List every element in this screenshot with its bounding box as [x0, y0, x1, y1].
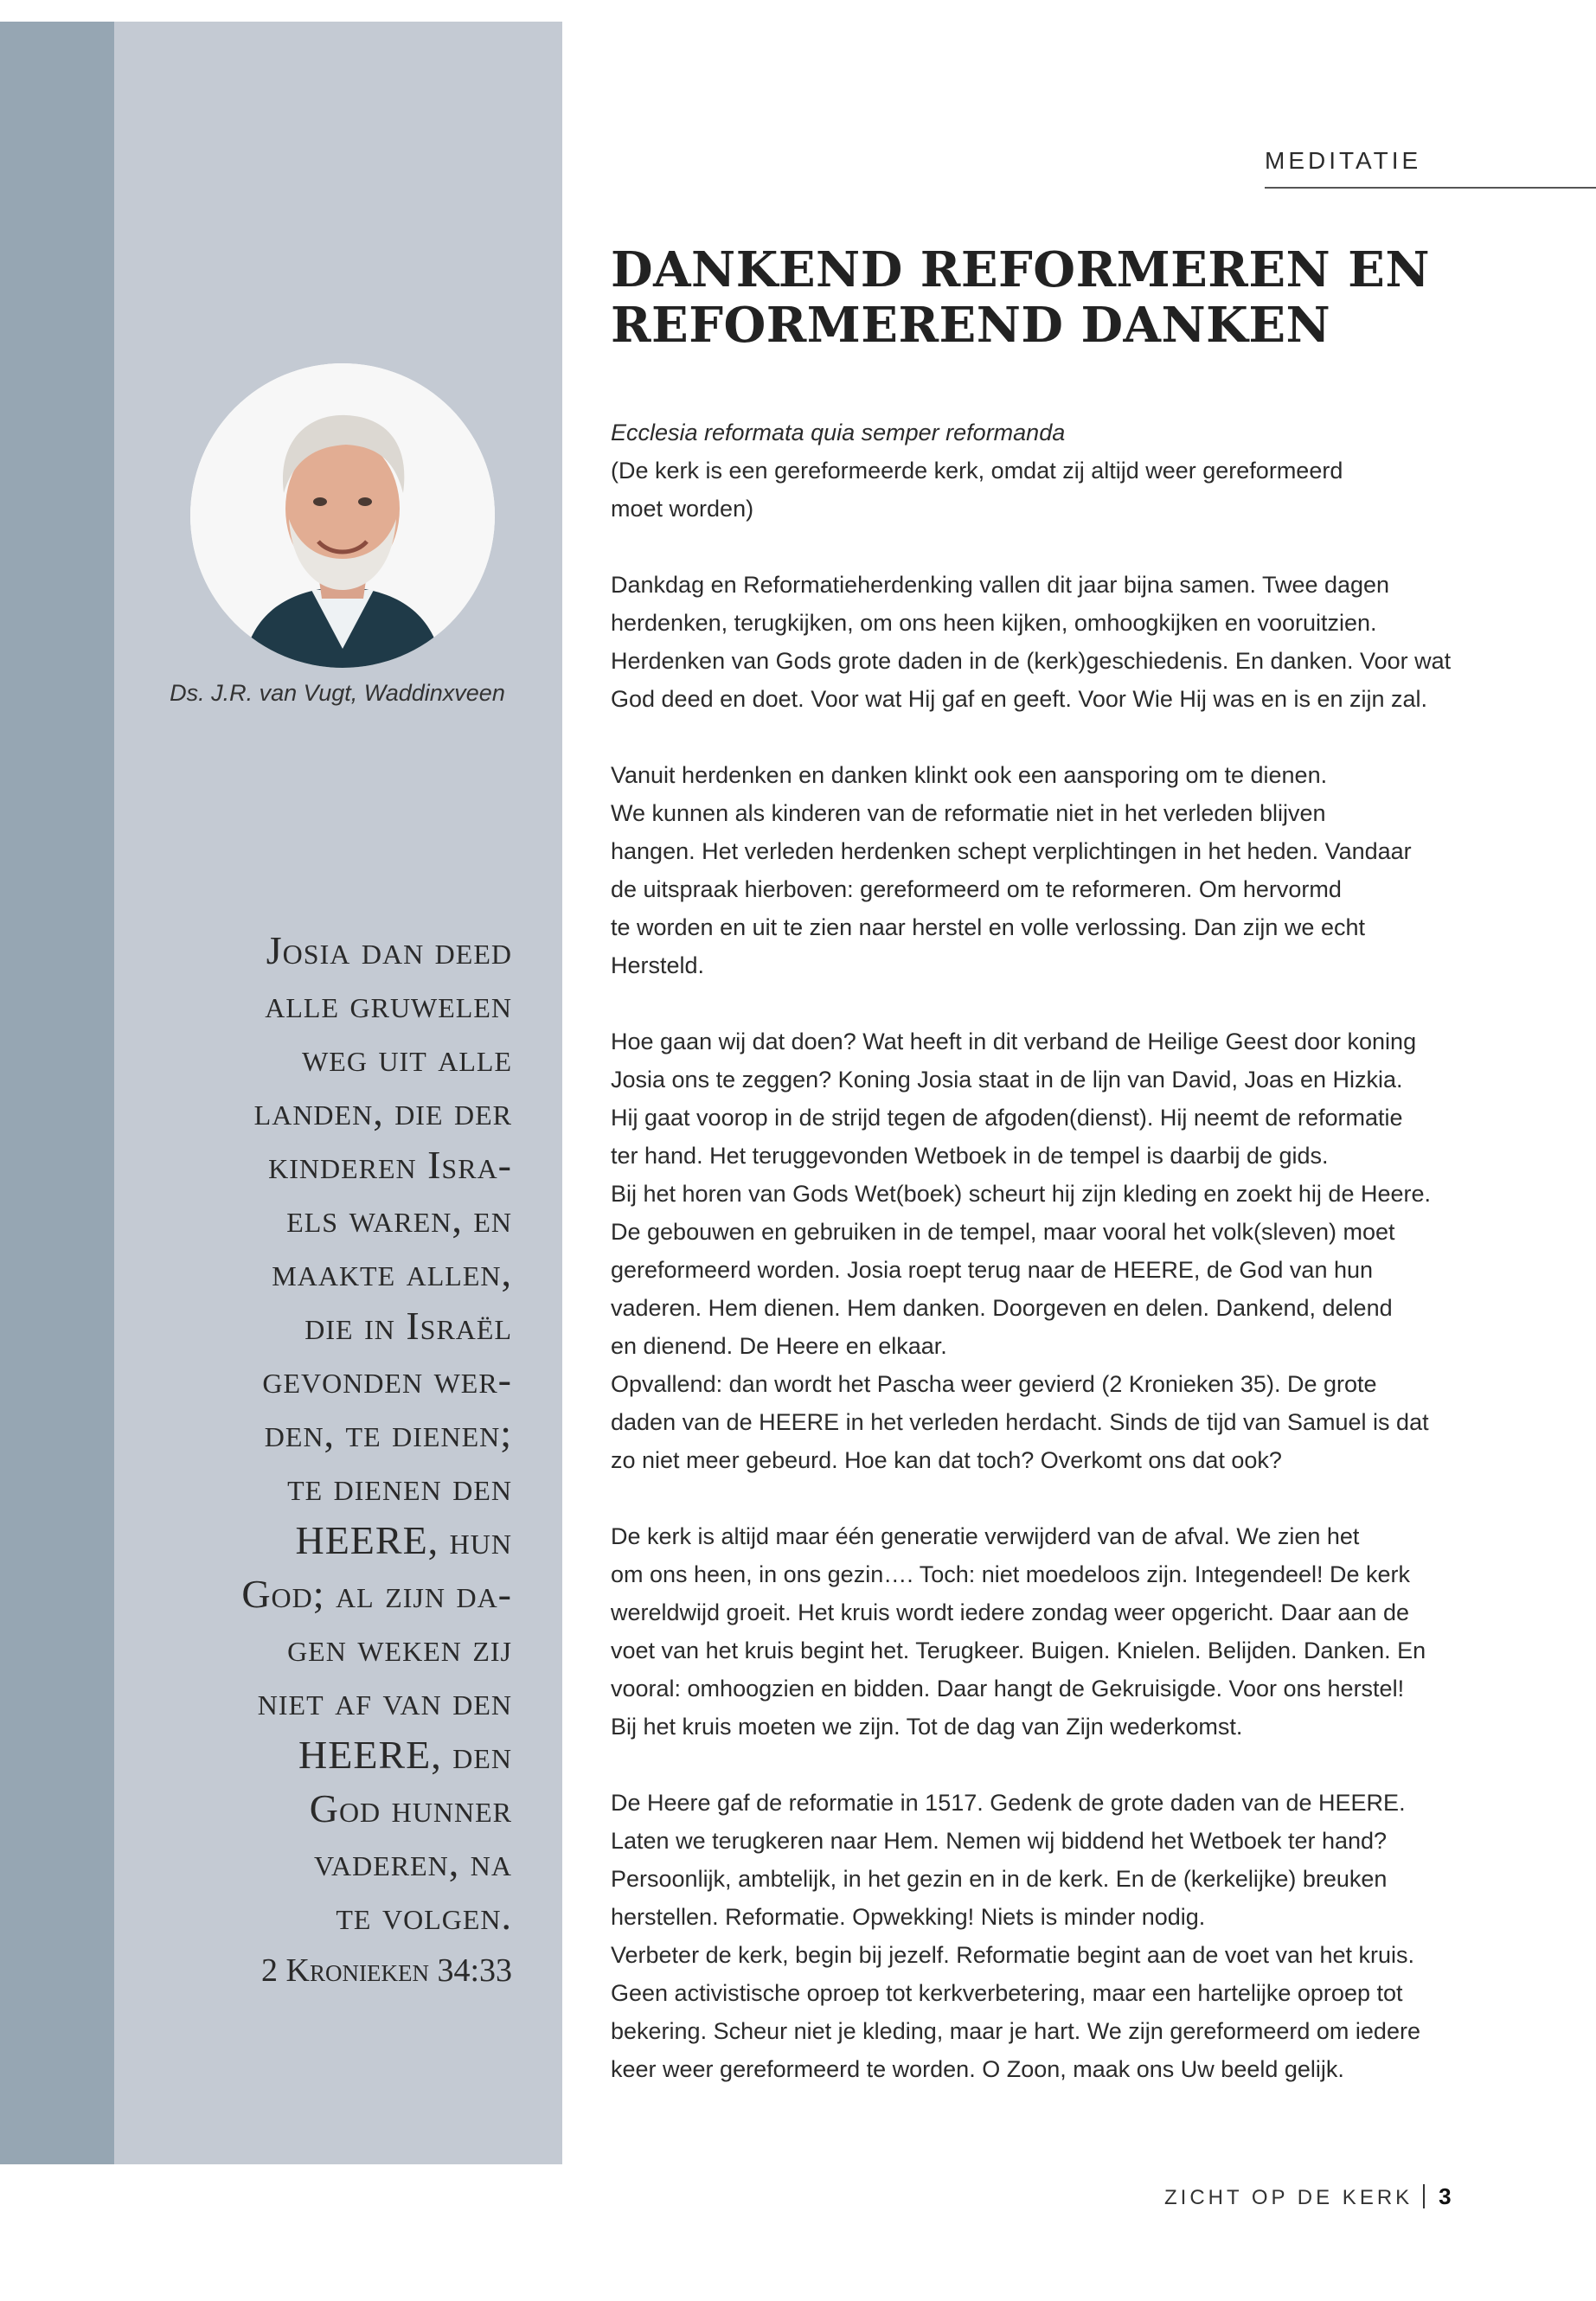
- quote-line: God hunner: [309, 1786, 512, 1830]
- body-line: Persoonlijk, ambtelijk, in het gezin en in de kerk. En de (kerkelijke) breuken: [611, 1866, 1388, 1892]
- paragraph: [611, 413, 1519, 528]
- quote-line: Josia dan deed: [266, 928, 512, 972]
- body-line: Vanuit herdenken en danken klinkt ook een aansporing om te dienen.: [611, 762, 1328, 788]
- body-line: Josia ons te zeggen? Koning Josia staat in de lijn van David, Joas en Hizkia.: [611, 1067, 1403, 1093]
- quote-line: HEERE, hun: [295, 1518, 512, 1562]
- quote-line: gevonden wer-: [262, 1357, 512, 1401]
- body-line: daden van de HEERE in het verleden herdacht. Sinds de tijd van Samuel is dat: [611, 1409, 1429, 1435]
- quote-line: HEERE, den: [298, 1733, 512, 1777]
- body-line: keer weer gereformeerd te worden. O Zoon, maak ons Uw beeld gelijk.: [611, 2056, 1344, 2082]
- quote-line: kinderen Isra-: [268, 1143, 512, 1187]
- body-line: vooral: omhoogzien en bidden. Daar hangt de Gekruisigde. Voor ons herstel!: [611, 1676, 1405, 1702]
- body-line: ter hand. Het teruggevonden Wetboek in de tempel is daarbij de gids.: [611, 1143, 1329, 1169]
- page-footer: [1164, 2183, 1452, 2210]
- body-line: Geen activistische oproep tot kerkverbetering, maar een hartelijke oproep tot: [611, 1980, 1403, 2006]
- body-line: om ons heen, in ons gezin…. Toch: niet moedeloos zijn. Integendeel! De kerk: [611, 1561, 1411, 1587]
- magazine-name: ZICHT OP DE KERK: [1164, 2186, 1413, 2209]
- body-line: Opvallend: dan wordt het Pascha weer gevierd (2 Kronieken 35). De grote: [611, 1371, 1377, 1397]
- page-number: 3: [1439, 2183, 1452, 2209]
- article-body: [611, 413, 1519, 2126]
- body-line: Bij het horen van Gods Wet(boek) scheurt hij zijn kleding en zoekt hij de Heere.: [611, 1181, 1432, 1207]
- quote-line: maakte allen,: [272, 1250, 512, 1294]
- title-line: DANKEND REFORMEREN EN: [611, 241, 1431, 298]
- body-line: Dankdag en Reformatieherdenking vallen dit jaar bijna samen. Twee dagen: [611, 572, 1390, 598]
- quote-line: God; al zijn da-: [241, 1572, 512, 1616]
- sidebar-band-dark: [0, 22, 114, 2164]
- body-line: hangen. Het verleden herdenken schept verplichtingen in het heden. Vandaar: [611, 838, 1412, 864]
- body-line: herstellen. Reformatie. Opwekking! Niets is minder nodig.: [611, 1904, 1206, 1930]
- body-line: en dienend. De Heere en elkaar.: [611, 1333, 947, 1359]
- quote-line: weg uit alle: [302, 1035, 512, 1080]
- paragraph: [611, 1517, 1519, 1746]
- body-line: wereldwijd groeit. Het kruis wordt iedere zondag weer opgericht. Daar aan de: [611, 1599, 1409, 1625]
- quote-line: te dienen den: [287, 1465, 512, 1509]
- body-line: moet worden): [611, 496, 754, 522]
- body-line: God deed en doet. Voor wat Hij gaf en geeft. Voor Wie Hij was en is en zijn zal.: [611, 686, 1428, 712]
- body-line: Herdenken van Gods grote daden in de (kerk)geschiedenis. En danken. Voor wat: [611, 648, 1452, 674]
- quote-line: alle gruwelen: [265, 982, 512, 1026]
- footer-divider: [1423, 2184, 1425, 2208]
- body-line: Laten we terugkeren naar Hem. Nemen wij biddend het Wetboek ter hand?: [611, 1828, 1388, 1854]
- quote-line: landen, die der: [253, 1089, 512, 1133]
- quote-line: den, te dienen;: [264, 1411, 512, 1455]
- body-line: De gebouwen en gebruiken in de tempel, maar vooral het volk(sleven) moet: [611, 1219, 1395, 1245]
- body-line: De kerk is altijd maar één generatie verwijderd van de afval. We zien het: [611, 1523, 1360, 1549]
- paragraph: [611, 1784, 1519, 2088]
- article-title: [611, 242, 1545, 353]
- quote-line: vaderen, na: [314, 1840, 512, 1884]
- quote-line: te volgen.: [336, 1894, 512, 1938]
- body-line: Verbeter de kerk, begin bij jezelf. Reformatie begint aan de voet van het kruis.: [611, 1942, 1415, 1968]
- author-portrait-icon: [190, 363, 495, 668]
- body-line: Hij gaat voorop in de strijd tegen de afgoden(dienst). Hij neemt de reformatie: [611, 1105, 1403, 1131]
- section-rule: [1265, 187, 1596, 189]
- title-line: REFORMEREND DANKEN: [611, 297, 1331, 354]
- author-caption: Ds. J.R. van Vugt, Waddinxveen: [170, 680, 505, 706]
- body-line: We kunnen als kinderen van de reformatie niet in het verleden blijven: [611, 800, 1326, 826]
- pull-quote: [131, 924, 512, 1943]
- body-line: voet van het kruis begint het. Terugkeer. Buigen. Knielen. Belijden. Danken. En: [611, 1638, 1426, 1663]
- body-line: herdenken, terugkijken, om ons heen kijken, omhoogkijken en vooruitzien.: [611, 610, 1377, 636]
- body-line: vaderen. Hem dienen. Hem danken. Doorgeven en delen. Dankend, delend: [611, 1295, 1393, 1321]
- body-line: gereformeerd worden. Josia roept terug naar de HEERE, de God van hun: [611, 1257, 1374, 1283]
- quote-line: niet af van den: [257, 1679, 512, 1723]
- body-line: Bij het kruis moeten we zijn. Tot de dag van Zijn wederkomst.: [611, 1714, 1243, 1740]
- author-portrait: [190, 363, 495, 668]
- paragraph: [611, 1022, 1519, 1479]
- body-line: Hersteld.: [611, 952, 705, 978]
- body-line: Ecclesia reformata quia semper reformanda: [611, 420, 1066, 445]
- quote-line: els waren, en: [286, 1196, 512, 1240]
- body-line: (De kerk is een gereformeerde kerk, omdat zij altijd weer gereformeerd: [611, 458, 1343, 484]
- paragraph: [611, 566, 1519, 718]
- body-line: Hoe gaan wij dat doen? Wat heeft in dit verband de Heilige Geest door koning: [611, 1029, 1417, 1054]
- quote-reference: 2 Kronieken 34:33: [261, 1952, 512, 1989]
- body-line: te worden en uit te zien naar herstel en volle verlossing. Dan zijn we echt: [611, 914, 1365, 940]
- body-line: zo niet meer gebeurd. Hoe kan dat toch? Overkomt ons dat ook?: [611, 1447, 1282, 1473]
- paragraph: [611, 756, 1519, 984]
- quote-line: die in Israël: [304, 1304, 512, 1348]
- body-line: De Heere gaf de reformatie in 1517. Gedenk de grote daden van de HEERE.: [611, 1790, 1406, 1816]
- quote-line: gen weken zij: [287, 1625, 512, 1670]
- section-label: MEDITATIE: [1265, 147, 1422, 174]
- body-line: de uitspraak hierboven: gereformeerd om te reformeren. Om hervormd: [611, 876, 1342, 902]
- body-line: bekering. Scheur niet je kleding, maar je hart. We zijn gereformeerd om iedere: [611, 2018, 1420, 2044]
